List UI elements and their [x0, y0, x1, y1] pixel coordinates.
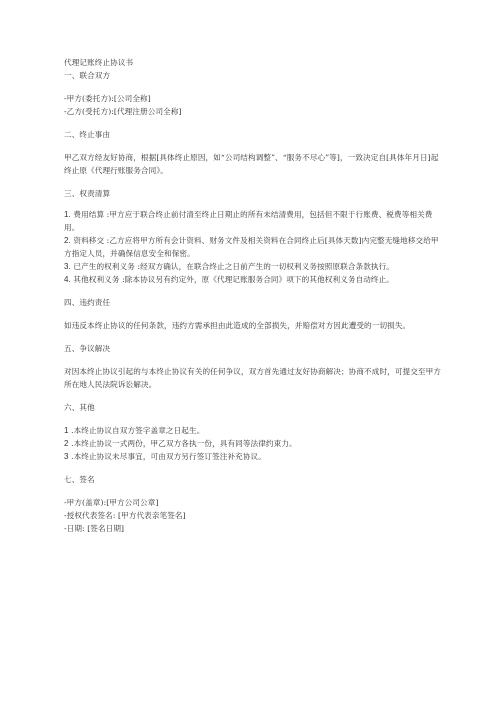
- item-text: 费用结算 :甲方应于联合终止前付清至终止日期止的所有未结清费用，包括但不限于行账费、税费等相关费用。: [64, 210, 433, 232]
- settlement-item-fees: [64, 208, 442, 234]
- item-text: .本终止协议未尽事宜，可由双方另行签订签注补充协议。: [68, 452, 266, 461]
- document-title: 代理记账终止协议书: [64, 58, 134, 67]
- section-heading-signature: 七、签名: [64, 475, 95, 484]
- item-text: 已产生的权利义务 :经双方确认，在联合终止之日前产生的一切权利义务按照原联合条款执行。: [70, 262, 394, 271]
- document-page: [64, 56, 442, 535]
- dispute-text: 对因本终止协议引起的与本终止协议有关的任何争议，双方首先通过友好协商解决；协商不成时，可提交至甲方所在地人民法院诉讼解决。: [64, 367, 441, 389]
- item-number: 1: [64, 426, 69, 435]
- other-item-supplement: [64, 450, 442, 463]
- item-number: 2.: [64, 236, 71, 245]
- section-heading-other: 六、其他: [64, 403, 95, 412]
- item-text: 其他权利义务 :除本协议另有约定外，原《代理记账服务合同》项下的其他权利义务自动终止。: [70, 275, 394, 284]
- signature-authorized-rep: -授权代表签名: [甲方代表亲笔签名]: [64, 511, 186, 520]
- section-heading-dispute: 五、争议解决: [64, 344, 111, 353]
- section-heading-parties: 一、联合双方: [64, 71, 111, 80]
- liability-text: 如违反本终止协议的任何条款，违约方需承担由此造成的全部损失，并赔偿对方因此遭受的一切损失。: [64, 321, 411, 330]
- section-heading-settlement: 三、权责清算: [64, 189, 111, 198]
- item-text: 资料移交 :乙方应将甲方所有会计资料、财务文件及相关资料在合同终止后[具体天数]内完整无缝地移交给甲方指定人员，并确保信息安全和保密。: [64, 236, 439, 258]
- settlement-item-existing-rights: [64, 260, 442, 273]
- item-number: 3.: [64, 262, 71, 271]
- settlement-item-other-rights: [64, 273, 442, 286]
- signature-date: -日期: [签名日期]: [64, 524, 125, 533]
- item-number: 4.: [64, 275, 71, 284]
- item-text: .本终止协议一式两份，甲乙双方各执一份，具有同等法律约束力。: [68, 439, 297, 448]
- item-number: 3: [64, 452, 69, 461]
- party-a-line: -甲方(委托方):[公司全称]: [64, 94, 151, 103]
- other-item-effective: [64, 424, 442, 437]
- signature-party-a-seal: -甲方(盖章):[甲方公司公章]: [64, 498, 159, 507]
- item-number: 1.: [64, 210, 71, 219]
- party-b-line: -乙方(受托方):[代理注册公司全称]: [64, 107, 182, 116]
- other-item-copies: [64, 437, 442, 450]
- section-heading-liability: 四、违约责任: [64, 298, 111, 307]
- item-number: 2: [64, 439, 69, 448]
- termination-reason-text: 甲乙双方经友好协商，根据[具体终止原因，如“公司结构调整”、“服务不尽心”等]，一致决定自[具体年月日]起终止原《代理行账服务合同》。: [64, 153, 439, 175]
- item-text: .本终止协议自双方签字盖章之日起生。: [68, 426, 205, 435]
- settlement-item-handover: [64, 234, 442, 260]
- section-heading-termination-reason: 二、终止事由: [64, 130, 111, 139]
